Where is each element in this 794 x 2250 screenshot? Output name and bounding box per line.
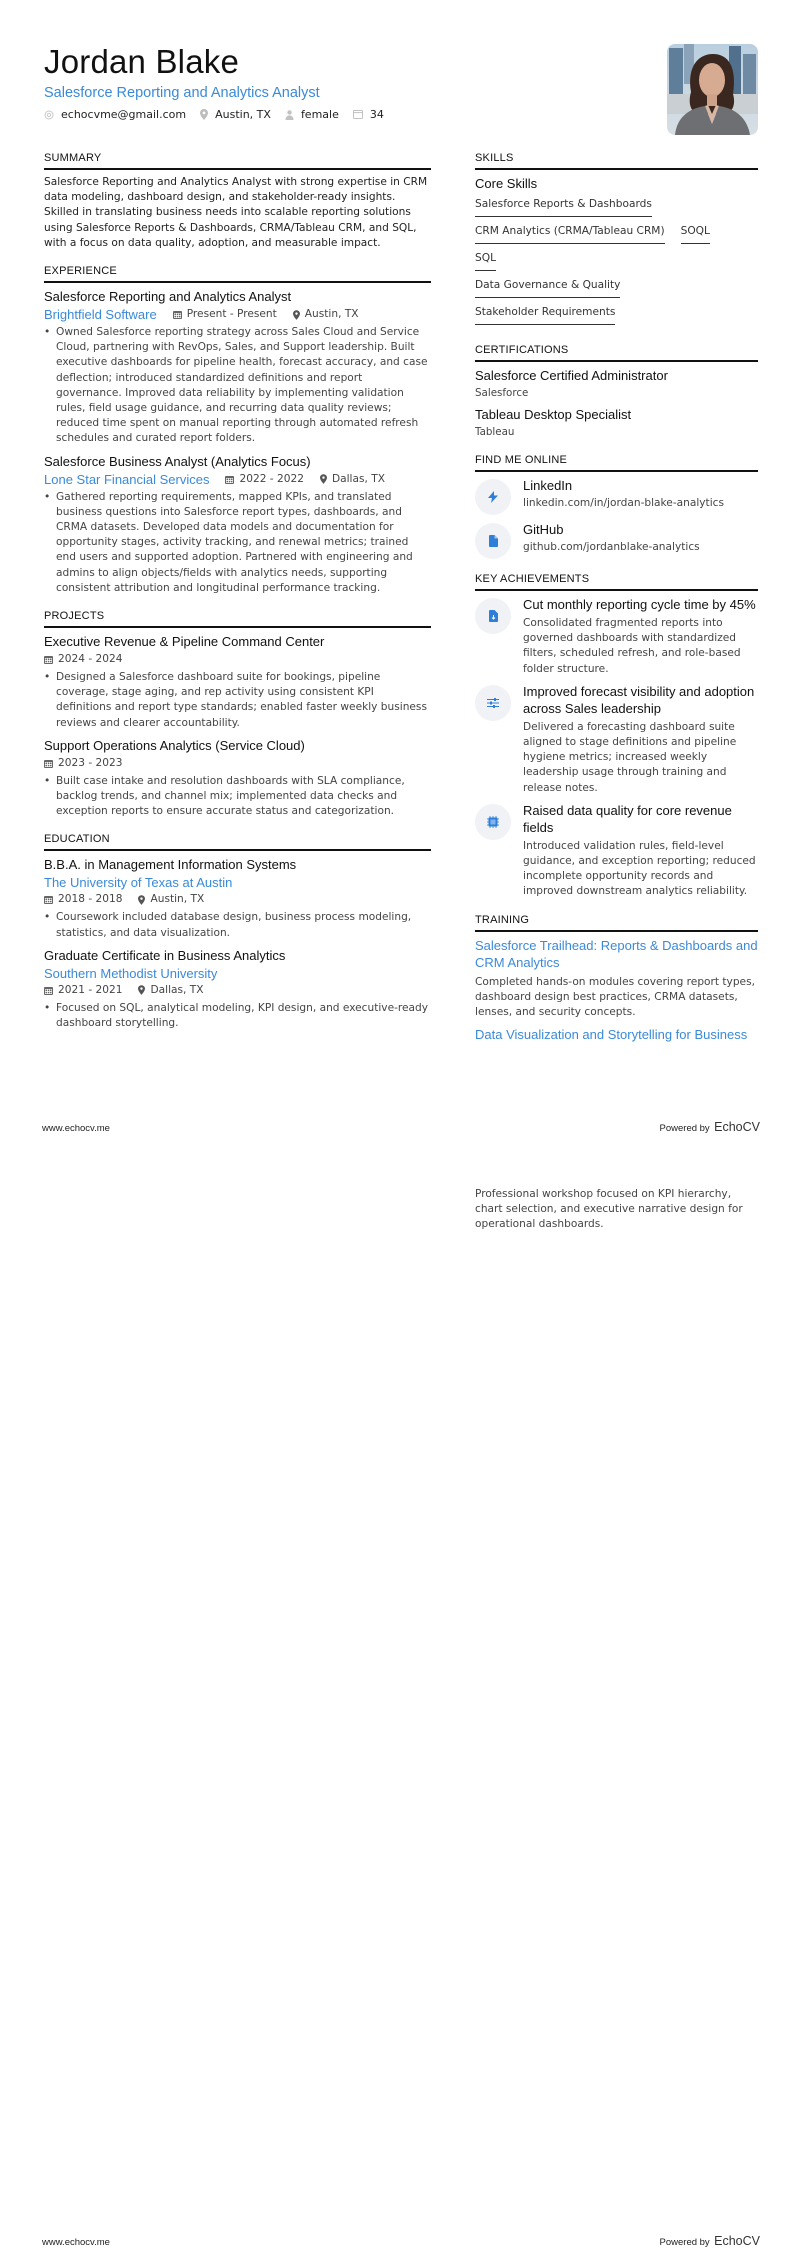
job-bullets xyxy=(44,490,431,596)
map-pin-icon xyxy=(293,310,300,320)
school-name: Southern Methodist University xyxy=(44,965,218,981)
skill-tag: Salesforce Reports & Dashboards xyxy=(475,195,652,217)
online-section xyxy=(475,454,758,559)
job-meta-row xyxy=(44,306,431,323)
company-name: Lone Star Financial Services xyxy=(44,471,210,487)
contact-location-value: Austin, TX xyxy=(215,108,271,121)
achievement-title: Raised data quality for core revenue fields xyxy=(523,802,732,835)
footer-powered-by: Powered by EchoCV xyxy=(659,1120,760,1134)
candidate-name: Jordan Blake xyxy=(44,43,240,80)
at-icon xyxy=(44,110,54,120)
contact-gender xyxy=(285,108,339,121)
project-dates: 2023 - 2023 xyxy=(44,755,122,772)
degree-title: B.B.A. in Management Information Systems xyxy=(44,857,297,873)
calendar-icon xyxy=(44,655,53,664)
footer-site-link[interactable]: www.echocv.me xyxy=(42,1123,110,1134)
degree-title: Graduate Certificate in Business Analytics xyxy=(44,947,286,963)
contact-gender-value: female xyxy=(300,108,339,121)
education-heading: EDUCATION xyxy=(44,833,431,851)
map-pin-icon xyxy=(200,109,208,120)
achievement-title: Cut monthly reporting cycle time by 45% xyxy=(523,597,756,612)
footer-brand[interactable]: EchoCV xyxy=(714,2234,760,2248)
achievement-item xyxy=(475,596,758,677)
skills-section xyxy=(475,152,758,330)
training-title: Salesforce Trailhead: Reports & Dashboards and CRM Analytics xyxy=(475,937,758,970)
contact-row xyxy=(44,108,764,121)
file-download-icon xyxy=(475,598,511,634)
achievement-desc: Introduced validation rules, field-level guidance, and exception reporting; reduced incomplete opportunity records and improved downstream analytics reliability. xyxy=(523,839,756,898)
certifications-heading: CERTIFICATIONS xyxy=(475,344,758,362)
summary-text: Salesforce Reporting and Analytics Analyst with strong expertise in CRM data modeling, dashboard design, and stakeholder-ready insights. Skilled in translating business needs into scalable reporting solutions using Salesforce Reports & Dashboards, CRMA/Tableau CRM, and SQL, with a focus on data quality, adoption, and measurable impact. xyxy=(44,176,428,249)
achievement-item xyxy=(475,802,758,900)
calendar-icon xyxy=(353,110,363,119)
map-pin-icon xyxy=(138,895,145,905)
footer-site-link[interactable]: www.echocv.me xyxy=(42,2237,110,2248)
education-item xyxy=(44,947,431,1031)
online-label: LinkedIn xyxy=(523,478,573,493)
education-bullet: • Focused on SQL, analytical modeling, KPI design, and executive-ready dashboard storytelling. xyxy=(44,1001,431,1031)
bolt-icon xyxy=(475,479,511,515)
experience-item xyxy=(44,288,431,447)
project-title: Support Operations Analytics (Service Cloud) xyxy=(44,737,305,753)
project-item xyxy=(44,633,431,731)
skills-group-title: Core Skills xyxy=(475,176,538,191)
resume-page-2 xyxy=(0,1123,794,2246)
skill-tag: SQL xyxy=(475,249,496,271)
skill-tag: SOQL xyxy=(681,222,710,244)
certification-issuer: Tableau xyxy=(475,426,515,438)
job-meta-row xyxy=(44,471,431,488)
job-dates: Present - Present xyxy=(173,306,277,323)
achievement-desc: Delivered a forecasting dashboard suite aligned to stage definitions and pipeline hygiene metrics; increased weekly leadership usage through training and release notes. xyxy=(523,720,737,794)
calendar-icon xyxy=(44,895,53,904)
achievement-title: Improved forecast visibility and adoption across Sales leadership xyxy=(523,683,755,716)
candidate-role: Salesforce Reporting and Analytics Analyst xyxy=(44,85,320,101)
job-bullet: • Gathered reporting requirements, mapped KPIs, and translated business questions into Salesforce report types, dashboards, and CRMA datasets. Developed data models and documentation for opportunity stages, activity tracking, and renewal metrics; trained end users and supported adoption. Partnered with engineering and admins to align objects/fields with analytics needs, supporting consistent attribution and longitudinal performance tracking. xyxy=(44,490,431,596)
training-section xyxy=(475,914,758,1044)
online-item-linkedin[interactable] xyxy=(475,477,758,515)
footer-brand[interactable]: EchoCV xyxy=(714,1120,760,1134)
project-bullet: • Built case intake and resolution dashboards with SLA compliance, backlog trends, and channel mix; implemented data checks and exception reports to ensure accurate status and categorization. xyxy=(44,774,431,820)
project-bullet: • Designed a Salesforce dashboard suite for bookings, pipeline coverage, stage aging, and rep activity using consistent KPI definitions and report type standards; enabled faster weekly business reviews and clearer accountability. xyxy=(44,670,431,731)
contact-email[interactable] xyxy=(44,108,186,121)
education-location: Austin, TX xyxy=(138,891,204,908)
left-column xyxy=(44,152,431,1045)
contact-email-value: echocvme@gmail.com xyxy=(61,108,187,121)
education-item xyxy=(44,856,431,940)
education-section xyxy=(44,833,431,1031)
training-desc: Professional workshop focused on KPI hierarchy, chart selection, and executive narrative design for operational dashboards. xyxy=(475,1188,743,1231)
skill-tag: CRM Analytics (CRMA/Tableau CRM) xyxy=(475,222,665,244)
certification-issuer: Salesforce xyxy=(475,387,529,399)
online-url[interactable]: github.com/jordanblake-analytics xyxy=(523,541,700,553)
achievements-heading: KEY ACHIEVEMENTS xyxy=(475,573,758,591)
school-name: The University of Texas at Austin xyxy=(44,875,233,891)
map-pin-icon xyxy=(320,474,327,484)
contact-age-value: 34 xyxy=(369,108,384,121)
calendar-icon xyxy=(44,986,53,995)
summary-heading: SUMMARY xyxy=(44,152,431,170)
training-continued xyxy=(475,1183,758,1239)
profile-photo xyxy=(667,44,758,135)
achievement-desc: Consolidated fragmented reports into governed dashboards with standardized filters, scheduled refresh, and role-based folder structure. xyxy=(523,617,741,675)
education-location: Dallas, TX xyxy=(138,982,203,999)
map-pin-icon xyxy=(138,985,145,995)
contact-age xyxy=(353,108,384,121)
calendar-icon xyxy=(225,475,234,484)
certification-name: Tableau Desktop Specialist xyxy=(475,407,632,422)
resume-header xyxy=(44,44,764,121)
project-dates: 2024 - 2024 xyxy=(44,651,122,668)
job-location: Dallas, TX xyxy=(320,471,385,488)
person-icon xyxy=(285,110,294,120)
job-location: Austin, TX xyxy=(293,306,359,323)
experience-heading: EXPERIENCE xyxy=(44,265,431,283)
online-heading: FIND ME ONLINE xyxy=(475,454,758,472)
footer-powered-by: Powered by EchoCV xyxy=(659,2234,760,2248)
file-icon xyxy=(475,523,511,559)
sliders-icon xyxy=(475,685,511,721)
job-bullets xyxy=(44,325,431,447)
job-title: Salesforce Reporting and Analytics Analyst xyxy=(44,289,292,305)
skill-tag: Stakeholder Requirements xyxy=(475,303,615,325)
projects-heading: PROJECTS xyxy=(44,610,431,628)
page-footer xyxy=(42,2232,760,2250)
job-bullet: • Owned Salesforce reporting strategy across Sales Cloud and Service Cloud, partnering with RevOps, Sales, and Support leadership. Built executive dashboards for pipeline health, forecast accuracy, and case deflection; introduced standardized definitions and report governance. Improved data reliability by implementing validation rules, field usage guidance, and recurring data quality reviews; reduced time spent on manual reporting through automated refresh schedules and curated report folders. xyxy=(44,325,431,447)
online-url[interactable]: linkedin.com/in/jordan-blake-analytics xyxy=(523,497,725,509)
skill-tag: Data Governance & Quality xyxy=(475,276,620,298)
projects-section xyxy=(44,610,431,819)
skills-heading: SKILLS xyxy=(475,152,758,170)
experience-item xyxy=(44,453,431,596)
education-dates: 2018 - 2018 xyxy=(44,891,122,908)
company-name: Brightfield Software xyxy=(44,307,157,323)
job-title: Salesforce Business Analyst (Analytics Focus) xyxy=(44,453,311,469)
online-item-github[interactable] xyxy=(475,521,758,559)
education-bullet: • Coursework included database design, business process modeling, statistics, and data visualization. xyxy=(44,910,431,940)
achievements-section xyxy=(475,573,758,900)
contact-location xyxy=(200,108,271,121)
achievement-item xyxy=(475,683,758,796)
project-title: Executive Revenue & Pipeline Command Center xyxy=(44,634,325,650)
project-item xyxy=(44,737,431,820)
experience-section xyxy=(44,265,431,596)
training-title: Data Visualization and Storytelling for Business xyxy=(475,1027,748,1043)
calendar-icon xyxy=(173,310,182,319)
calendar-icon xyxy=(44,759,53,768)
online-label: GitHub xyxy=(523,522,564,537)
job-dates: 2022 - 2022 xyxy=(225,471,303,488)
certifications-section xyxy=(475,344,758,440)
training-desc: Completed hands-on modules covering report types, dashboard design best practices, CRMA datasets, lenses, and security concepts. xyxy=(475,975,755,1019)
certification-name: Salesforce Certified Administrator xyxy=(475,368,668,383)
education-dates: 2021 - 2021 xyxy=(44,982,122,999)
chip-icon xyxy=(475,804,511,840)
right-column xyxy=(475,152,758,1057)
summary-section xyxy=(44,152,431,251)
training-heading: TRAINING xyxy=(475,914,758,932)
